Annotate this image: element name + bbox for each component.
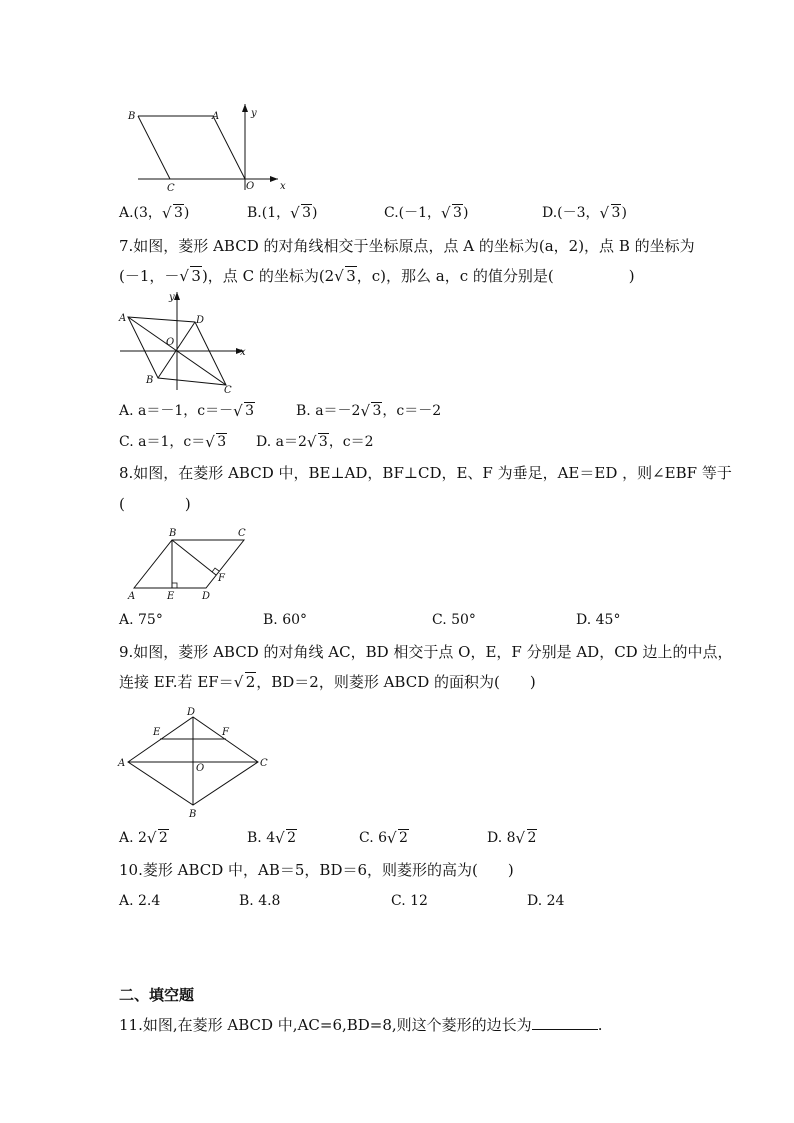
fig7-label-y: y: [169, 292, 175, 303]
q8-option-b: B. 60°: [263, 612, 308, 628]
fig9-label-f: F: [222, 727, 229, 738]
fig6-label-o: O: [246, 181, 255, 192]
sqrt-symbol: √ 3: [360, 402, 382, 420]
q9-option-b: B. 4 √ 2: [247, 829, 297, 847]
figure-q6: [118, 100, 298, 195]
q7-stem-line1: 7.如图，菱形 ABCD 的对角线相交于坐标原点，点 A 的坐标为(a，2)，点 B 的坐标为: [119, 237, 695, 255]
q9-option-c: C. 6 √ 2: [359, 829, 408, 847]
fig7-label-x: x: [240, 347, 246, 358]
sqrt-symbol: √ 3: [306, 433, 328, 451]
q7-option-a: A. a＝－1，c＝－ √ 3: [119, 402, 255, 420]
sqrt-symbol: √ 3: [441, 204, 462, 222]
answer-blank[interactable]: [532, 1015, 598, 1030]
q6-option-b: B.(1， √ 3): [247, 204, 318, 222]
q8-stem-line2: ( ): [119, 495, 191, 513]
fig7-label-d: D: [196, 315, 205, 326]
sqrt-symbol: √ 3: [334, 267, 356, 285]
sqrt-symbol: √ 2: [515, 829, 537, 847]
fig6-label-a: A: [212, 111, 220, 122]
fig8-label-d: D: [202, 591, 211, 602]
q10-option-d: D. 24: [527, 893, 565, 909]
q8-option-d: D. 45°: [576, 612, 621, 628]
q7-option-d: D. a＝2 √ 3，c＝2: [256, 433, 374, 451]
q9-option-d: D. 8 √ 2: [487, 829, 537, 847]
figure-q7: [116, 290, 251, 395]
q6-option-c: C.(－1， √ 3): [384, 204, 469, 222]
q6-option-d: D.(－3， √ 3): [542, 204, 627, 222]
sqrt-symbol: √ 2: [275, 829, 297, 847]
fig7-label-c: C: [224, 385, 232, 395]
sqrt-symbol: √ 2: [387, 829, 408, 847]
fig8-label-e: E: [167, 591, 175, 602]
sqrt-symbol: √ 2: [233, 673, 256, 691]
fig9-label-a: A: [118, 758, 126, 769]
fig9-label-e: E: [153, 727, 161, 738]
fig9-label-c: C: [260, 758, 268, 769]
q7-option-c: C. a＝1，c＝ √ 3: [119, 433, 227, 451]
section-title-fill-in: 二、填空题: [119, 986, 195, 1004]
fig9-label-d: D: [187, 707, 196, 718]
q8-option-a: A. 75°: [119, 612, 163, 628]
sqrt-symbol: √ 3: [205, 433, 227, 451]
fig6-label-x: x: [280, 181, 286, 192]
fig9-label-o: O: [196, 763, 205, 774]
sqrt-symbol: √ 3: [233, 402, 255, 420]
sqrt-symbol: √ 3: [290, 204, 312, 222]
fig9-label-b: B: [189, 809, 197, 820]
sqrt-symbol: √ 3: [179, 267, 201, 285]
q9-stem-line2: 连接 EF.若 EF＝ √ 2，BD＝2，则菱形 ABCD 的面积为( ): [119, 673, 536, 691]
fig7-label-b: B: [146, 375, 154, 386]
q8-option-c: C. 50°: [432, 612, 476, 628]
fig8-label-a: A: [128, 591, 136, 602]
q6-option-a: A.(3， √ 3): [119, 204, 190, 222]
figure-q8: [124, 524, 254, 602]
q9-option-a: A. 2 √ 2: [119, 829, 168, 847]
q10-option-c: C. 12: [391, 893, 428, 909]
q7-stem-line2: (－1，－ √ 3)，点 C 的坐标为(2 √ 3，c)，那么 a，c 的值分别是( ): [119, 267, 635, 285]
fig6-label-y: y: [251, 108, 257, 119]
fig6-label-c: C: [167, 183, 175, 194]
q10-option-a: A. 2.4: [119, 893, 161, 909]
q10-stem: 10.菱形 ABCD 中，AB＝5，BD＝6，则菱形的高为( ): [119, 861, 514, 879]
q8-stem-line1: 8.如图，在菱形 ABCD 中，BE⊥AD，BF⊥CD，E、F 为垂足，AE＝ED ，则∠EBF 等于: [119, 464, 732, 482]
sqrt-symbol: √ 3: [599, 204, 621, 222]
q10-option-b: B. 4.8: [239, 893, 281, 909]
fig7-label-o: O: [166, 337, 175, 348]
q9-stem-line1: 9.如图，菱形 ABCD 的对角线 AC，BD 相交于点 O，E，F 分别是 AD，CD 边上的中点，: [119, 643, 733, 661]
sqrt-symbol: √ 2: [146, 829, 168, 847]
fig7-label-a: A: [119, 313, 127, 324]
sqrt-symbol: √ 3: [161, 204, 183, 222]
fig6-label-b: B: [128, 111, 136, 122]
figure-q9: [116, 705, 276, 820]
fig8-label-b: B: [169, 528, 177, 539]
q7-option-b: B. a＝－2 √ 3，c＝－2: [296, 402, 442, 420]
q11-stem: 11.如图,在菱形 ABCD 中,AC=6,BD=8,则这个菱形的边长为 .: [119, 1016, 603, 1034]
fig8-label-f: F: [218, 573, 225, 584]
fig8-label-c: C: [238, 528, 246, 539]
